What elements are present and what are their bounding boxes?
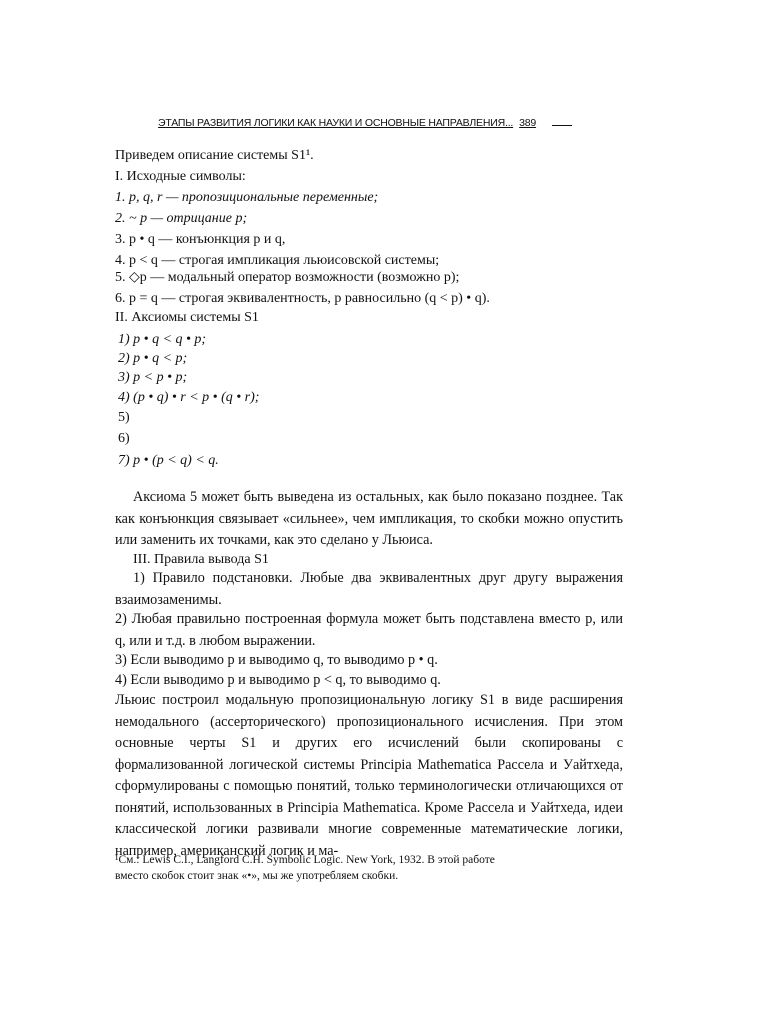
- axiom-1: 1) p • q < q • p;: [118, 332, 207, 347]
- intro-line: Приведем описание системы S1¹.: [115, 148, 314, 163]
- axiom-6: 6): [118, 431, 130, 446]
- paragraph-lewis: Льюис построил модальную пропозициональную логику S1 в виде расширения немодального (ассерторического) пропозиционального исчисления. При этом основные черты S1 и других его исчислений были скопированы с формализованной логической системы Principia Mathematica Рассела и Уайтхеда, сформулированы с помощью понятий, только терминологически отличающихся от понятий, использованных в Principia Mathematica. Кроме Рассела и Уайтхеда, идеи классической логики развивали многие современные математические логики, например, американский логик и ма-: [115, 692, 623, 859]
- symbol-item-6: 6. p = q — строгая эквивалентность, p равносильно (q < p) • q).: [115, 291, 490, 306]
- axiom-4: 4) (p • q) • r < p • (q • r);: [118, 390, 260, 405]
- rule-4: 4) Если выводимо p и выводимо p < q, то выводимо q.: [115, 672, 441, 688]
- section1-heading: I. Исходные символы:: [115, 169, 246, 184]
- axiom-7: 7) p • (p < q) < q.: [118, 453, 219, 468]
- axiom-5: 5): [118, 410, 130, 425]
- symbol-item-5: 5. ◇p — модальный оператор возможности (возможно p);: [115, 270, 460, 285]
- symbol-item-1: 1. p, q, r — пропозициональные переменные;: [115, 190, 379, 205]
- section3-heading: III. Правила вывода S1: [133, 552, 269, 567]
- symbol-item-3: 3. p • q — конъюнкция p и q,: [115, 232, 286, 247]
- axiom-3: 3) p < p • p;: [118, 370, 188, 385]
- symbol-item-4: 4. p < q — строгая импликация льюисовской системы;: [115, 253, 440, 268]
- footnote-line-1: ¹См.: Lewis C.I., Langford C.H. Symbolic Logic. New York, 1932. В этой работе: [115, 854, 495, 866]
- axiom-2: 2) p • q < p;: [118, 351, 188, 366]
- rule-2: 2) Любая правильно построенная формула может быть подставлена вместо p, или q, или и т.д. в любом выражении.: [115, 611, 623, 649]
- header-rule: [552, 124, 572, 126]
- running-header: [158, 117, 616, 129]
- rule-1: 1) Правило подстановки. Любые два эквивалентных друг другу выражения взаимозаменимы.: [115, 570, 623, 608]
- symbol-item-2: 2. ~ p — отрицание p;: [115, 211, 248, 226]
- section2-heading: II. Аксиомы системы S1: [115, 310, 259, 325]
- page-number: 389: [519, 117, 537, 129]
- running-title: ЭТАПЫ РАЗВИТИЯ ЛОГИКИ КАК НАУКИ И ОСНОВНЫЕ НАПРАВЛЕНИЯ...: [158, 117, 514, 129]
- footnote-line-2: вместо скобок стоит знак «•», мы же употребляем скобки.: [115, 870, 399, 882]
- paragraph-axiom5: Аксиома 5 может быть выведена из остальных, как было показано позднее. Так как конъюнкция связывает «сильнее», чем импликация, то скобки можно опустить или заменить их точками, как это сделано у Льюиса.: [115, 489, 623, 548]
- rule-3: 3) Если выводимо p и выводимо q, то выводимо p • q.: [115, 652, 438, 668]
